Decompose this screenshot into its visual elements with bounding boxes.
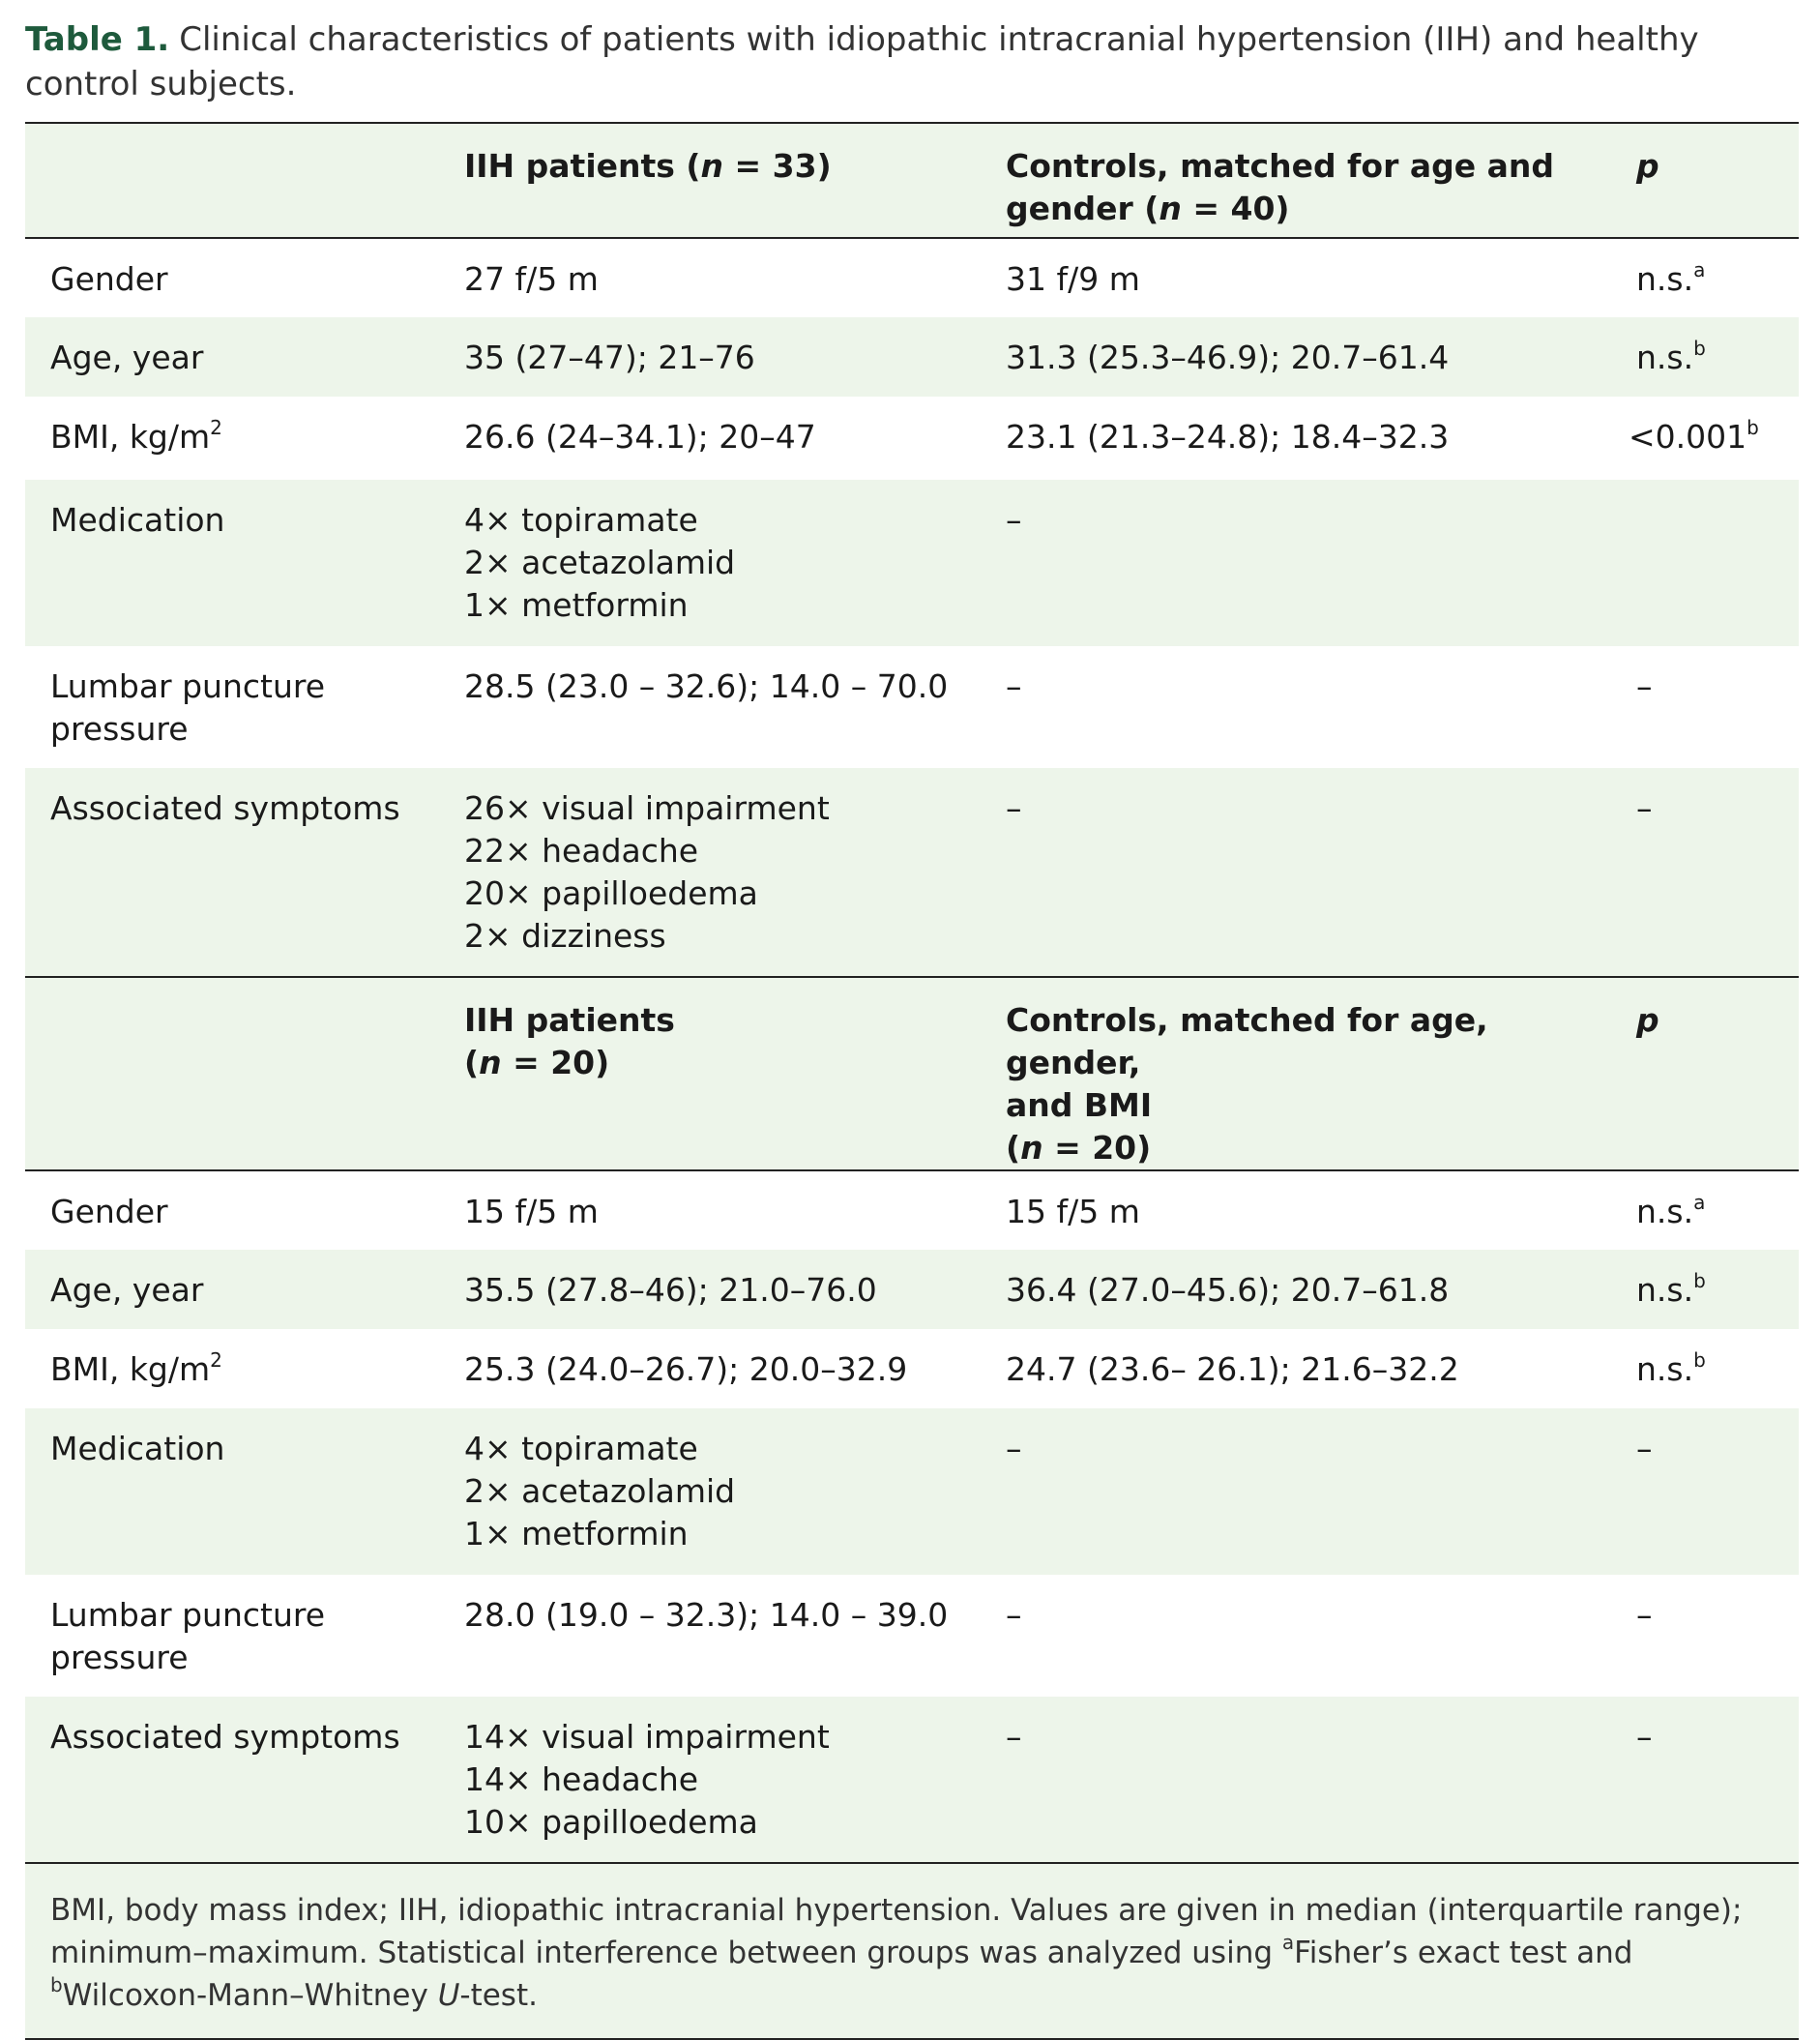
- iih-value: 26.6 (24–34.1); 20–47: [464, 418, 816, 456]
- section1-header-controls: Controls, matched for age and gender (n = 40): [981, 123, 1611, 238]
- table-footnote: BMI, body mass index; IIH, idiopathic intracranial hypertension. Values are given in median (interquartile range); minimum–maximum. Statistical interference between groups was analyzed using $^a$Fisher’s exact test and $^b$Wilcoxon-Mann–Whitney U-test.: [25, 1863, 1799, 2039]
- section1-header-row: [25, 123, 1799, 238]
- row-label: Lumbar puncture pressure: [50, 667, 326, 748]
- row-label: Gender: [50, 260, 168, 298]
- row-label: BMI, $kg/m^2$: [50, 1348, 222, 1388]
- section2-header-empty: [25, 977, 439, 1170]
- p-value: [1611, 480, 1799, 646]
- iih-value: 28.0 (19.0 – 32.3); 14.0 – 39.0: [464, 1596, 949, 1634]
- p-value: –: [1611, 1697, 1799, 1863]
- table-row: [25, 1170, 1799, 1250]
- p-value: n.s.$^a$: [1636, 258, 1706, 298]
- table-row: [25, 1329, 1799, 1408]
- p-value: <0.001$^b$: [1629, 416, 1759, 456]
- section2-header-row: [25, 977, 1799, 1170]
- control-value: –: [981, 1408, 1611, 1575]
- section1-header-iih: IIH patients (n = 33): [439, 123, 981, 238]
- p-value: n.s.$^b$: [1611, 1250, 1799, 1329]
- control-value: –: [1006, 1596, 1022, 1634]
- table-row: [25, 480, 1799, 646]
- row-label: Gender: [50, 1193, 168, 1230]
- control-value: –: [1006, 667, 1022, 705]
- table-caption: [25, 17, 1795, 106]
- iih-value: 15 f/5 m: [464, 1193, 599, 1230]
- iih-value: 35 (27–47); 21–76: [439, 317, 981, 397]
- p-value: –: [1611, 768, 1799, 977]
- control-value: 15 f/5 m: [1006, 1193, 1140, 1230]
- control-value: 31.3 (25.3–46.9); 20.7–61.4: [981, 317, 1611, 397]
- row-label: Associated symptoms: [25, 768, 439, 977]
- iih-value: 4× topiramate 2× acetazolamid 1× metformin: [439, 480, 981, 646]
- table-row: [25, 646, 1799, 768]
- table-label: Table 1.: [25, 20, 170, 59]
- section1-header-p: p: [1611, 123, 1799, 238]
- table-row: [25, 768, 1799, 977]
- p-value: –: [1611, 1408, 1799, 1575]
- table-row: [25, 397, 1799, 480]
- control-value: 23.1 (21.3–24.8); 18.4–32.3: [1006, 418, 1450, 456]
- caption-text: Clinical characteristics of patients with idiopathic intracranial hypertension (IIH) and healthy control subjects.: [25, 20, 1699, 103]
- iih-value: 35.5 (27.8–46); 21.0–76.0: [439, 1250, 981, 1329]
- row-label: Medication: [25, 1408, 439, 1575]
- row-label: Age, year: [25, 317, 439, 397]
- table-row: [25, 1250, 1799, 1329]
- table-row: [25, 317, 1799, 397]
- iih-value: 28.5 (23.0 – 32.6); 14.0 – 70.0: [464, 667, 949, 705]
- iih-value: 27 f/5 m: [464, 260, 599, 298]
- table-row: [25, 238, 1799, 317]
- table-row: [25, 1697, 1799, 1863]
- control-value: 36.4 (27.0–45.6); 20.7–61.8: [981, 1250, 1611, 1329]
- row-label: Lumbar puncture pressure: [50, 1596, 326, 1676]
- p-value: n.s.$^a$: [1636, 1191, 1706, 1230]
- p-value: –: [1636, 1596, 1653, 1634]
- clinical-characteristics-table: [25, 122, 1799, 2040]
- iih-value: 4× topiramate 2× acetazolamid 1× metformin: [439, 1408, 981, 1575]
- control-value: 31 f/9 m: [1006, 260, 1140, 298]
- section2-header-p: p: [1611, 977, 1799, 1170]
- iih-value: 25.3 (24.0–26.7); 20.0–32.9: [464, 1350, 908, 1388]
- row-label: Associated symptoms: [25, 1697, 439, 1863]
- iih-value: 14× visual impairment 14× headache 10× papilloedema: [439, 1697, 981, 1863]
- row-label: Age, year: [25, 1250, 439, 1329]
- section1-header-empty: [25, 123, 439, 238]
- section2-header-iih: IIH patients (n = 20): [439, 977, 981, 1170]
- p-value: n.s.$^b$: [1611, 317, 1799, 397]
- iih-value: 26× visual impairment 22× headache 20× papilloedema 2× dizziness: [439, 768, 981, 977]
- p-value: n.s.$^b$: [1636, 1348, 1706, 1388]
- control-value: 24.7 (23.6– 26.1); 21.6–32.2: [1006, 1350, 1459, 1388]
- row-label: Medication: [25, 480, 439, 646]
- table-row: [25, 1575, 1799, 1697]
- table-row: [25, 1408, 1799, 1575]
- section2-header-controls: Controls, matched for age, gender, and BMI (n = 20): [981, 977, 1611, 1170]
- p-value: –: [1636, 667, 1653, 705]
- row-label: BMI, $kg/m^2$: [50, 416, 222, 456]
- control-value: –: [981, 480, 1611, 646]
- control-value: –: [981, 1697, 1611, 1863]
- control-value: –: [981, 768, 1611, 977]
